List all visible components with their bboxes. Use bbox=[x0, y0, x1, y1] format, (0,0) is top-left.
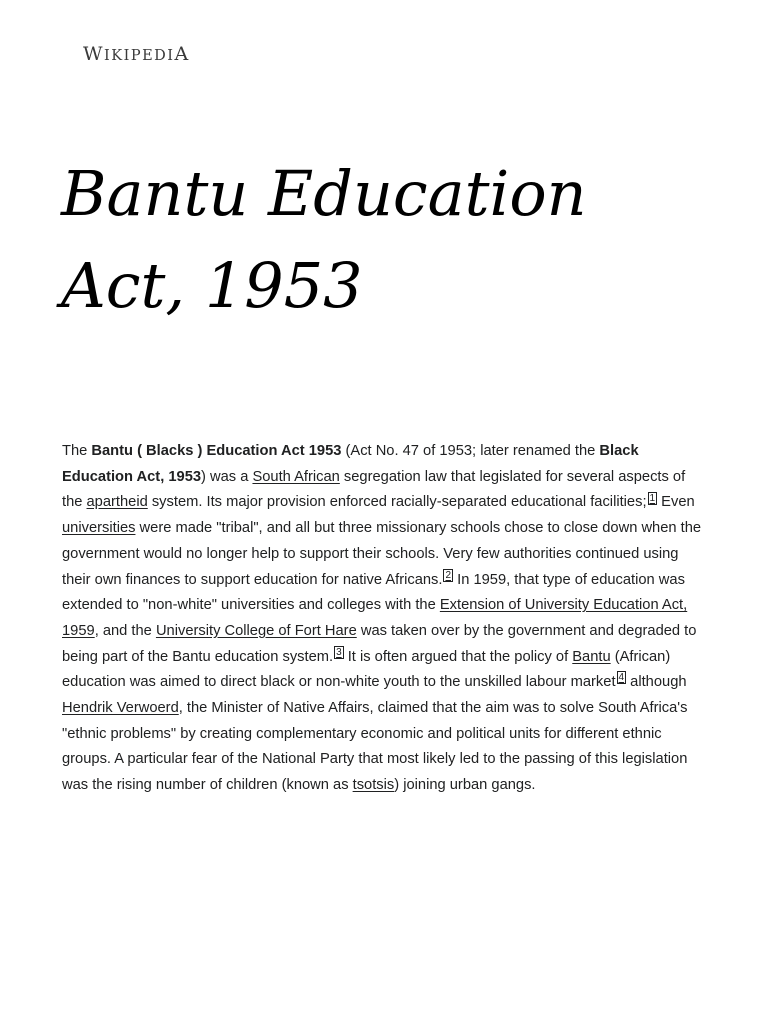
link-apartheid[interactable]: apartheid bbox=[86, 494, 148, 511]
link-bantu[interactable]: Bantu bbox=[572, 648, 611, 665]
link-extension-of-university-education-act[interactable]: Extension of University Education Act, 1959 bbox=[62, 597, 688, 639]
page-title: Bantu Education Act, 1953 bbox=[61, 157, 587, 322]
link-university-college-fort-hare[interactable]: University College of Fort Hare bbox=[155, 622, 357, 639]
text-run: , and the bbox=[94, 622, 156, 639]
bold-renamed-act: Black Education Act, 1953 bbox=[62, 443, 639, 485]
reference-4[interactable]: 4 bbox=[618, 672, 625, 684]
text-run: It is often argued that the policy of bbox=[343, 648, 573, 665]
wikipedia-wordmark[interactable] bbox=[83, 43, 190, 65]
link-universities[interactable]: universities bbox=[62, 520, 136, 537]
link-tsotsis[interactable]: tsotsis bbox=[352, 777, 395, 794]
reference-1[interactable]: 1 bbox=[649, 492, 656, 504]
link-hendrik-verwoerd[interactable]: Hendrik Verwoerd bbox=[62, 700, 179, 717]
text-run: , the Minister of Native Affairs, claimed that the aim was to solve South Africa's "ethnic problems" by creating complementary economic and political units for different ethnic groups. A particular fear of the National Party that most likely led to the passing of this legislation was the rising number of children (known as bbox=[62, 700, 688, 794]
text-run: In 1959, that type of education was extended to "non-white" universities and colleges with the bbox=[62, 571, 685, 614]
text-run: were made "tribal", and all but three missionary schools chose to close down when the government would no longer help to support their schools. Very few authorities continued using their own finances to support education for native Africans. bbox=[62, 520, 702, 588]
article-paragraph bbox=[62, 439, 708, 799]
text-run: (Act No. 47 of 1953; later renamed the bbox=[341, 443, 600, 459]
text-run: system. Its major provision enforced racially-separated educational facilities; bbox=[147, 494, 647, 511]
wordmark-letter-w: W bbox=[83, 43, 105, 65]
text-run: segregation law that legislated for several aspects of the bbox=[62, 468, 686, 511]
link-south-african[interactable]: South African bbox=[252, 468, 340, 485]
reference-2[interactable]: 2 bbox=[445, 569, 452, 581]
reference-3[interactable]: 3 bbox=[336, 646, 342, 658]
wordmark-letter-a: A bbox=[174, 43, 190, 65]
wordmark-letters-ikipedi: IKIPEDI bbox=[104, 48, 175, 64]
text-run: ) joining urban gangs. bbox=[394, 777, 536, 794]
text-run: ) was a bbox=[201, 468, 253, 485]
bold-act-name: Bantu ( Blacks ) Education Act 1953 bbox=[91, 443, 342, 459]
text-run: The bbox=[62, 443, 92, 459]
text-run: although bbox=[626, 674, 687, 691]
text-run: (African) education was aimed to direct black or non-white youth to the unskilled labour market bbox=[62, 648, 671, 691]
text-run: Even bbox=[657, 494, 695, 511]
text-run: was taken over by the government and degraded to being part of the Bantu education system. bbox=[62, 622, 697, 665]
